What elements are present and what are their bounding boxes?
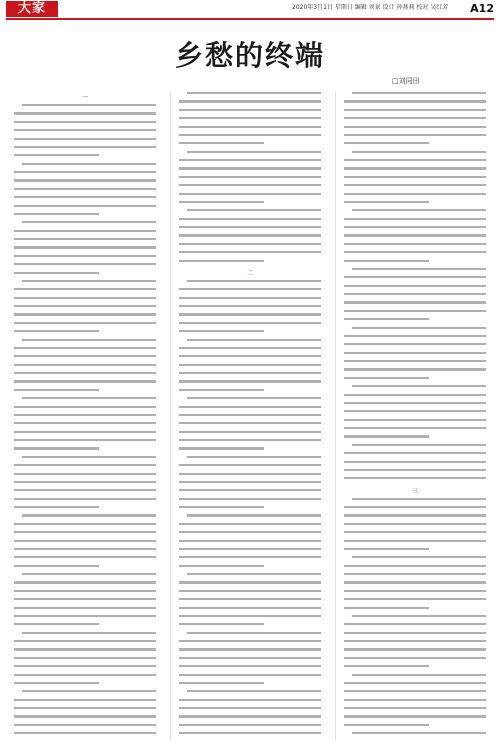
text-line bbox=[187, 632, 321, 634]
text-line bbox=[344, 176, 486, 178]
text-line bbox=[344, 251, 486, 253]
text-line bbox=[179, 218, 321, 220]
text-line bbox=[22, 104, 156, 106]
text-line bbox=[179, 607, 321, 609]
text-line bbox=[14, 238, 156, 240]
text-line bbox=[179, 134, 321, 136]
text-line bbox=[179, 623, 264, 625]
text-line bbox=[352, 327, 486, 329]
text-line bbox=[14, 246, 156, 248]
text-line bbox=[179, 640, 321, 642]
text-line bbox=[14, 171, 156, 173]
text-line bbox=[179, 648, 321, 650]
text-line bbox=[344, 109, 486, 111]
header-rule bbox=[6, 18, 494, 20]
text-line bbox=[22, 280, 156, 282]
text-line bbox=[179, 364, 321, 366]
text-line bbox=[14, 674, 156, 676]
section-heading-3: 三 bbox=[411, 487, 418, 495]
text-line bbox=[179, 682, 264, 684]
text-line bbox=[344, 335, 486, 337]
text-line bbox=[344, 184, 486, 186]
text-line bbox=[352, 444, 486, 446]
text-line bbox=[179, 590, 321, 592]
text-line bbox=[344, 134, 486, 136]
text-line bbox=[14, 548, 156, 550]
text-line bbox=[179, 380, 321, 382]
text-line bbox=[179, 732, 321, 734]
text-line bbox=[179, 523, 321, 525]
text-line bbox=[22, 221, 156, 223]
text-line bbox=[179, 657, 321, 659]
text-line bbox=[179, 531, 321, 533]
section-heading-2: 二 bbox=[246, 269, 253, 277]
text-line bbox=[344, 640, 486, 642]
text-line bbox=[179, 581, 321, 583]
text-line bbox=[344, 573, 486, 575]
text-line bbox=[344, 598, 486, 600]
text-line bbox=[179, 674, 321, 676]
text-line bbox=[344, 514, 486, 516]
text-line bbox=[352, 498, 486, 500]
text-line bbox=[344, 699, 486, 701]
text-line bbox=[344, 318, 429, 320]
text-line bbox=[344, 665, 429, 667]
article-title: 乡愁的终端 bbox=[174, 39, 325, 72]
text-line bbox=[14, 179, 156, 181]
text-line bbox=[179, 226, 321, 228]
text-line bbox=[344, 419, 486, 421]
text-line bbox=[22, 397, 156, 399]
text-line bbox=[14, 590, 156, 592]
text-line bbox=[344, 707, 486, 709]
text-line bbox=[179, 439, 321, 441]
text-line bbox=[14, 313, 156, 315]
text-line bbox=[179, 389, 264, 391]
text-line bbox=[179, 489, 321, 491]
text-line bbox=[14, 431, 156, 433]
text-line bbox=[22, 690, 156, 692]
text-line bbox=[14, 707, 156, 709]
text-line bbox=[344, 477, 486, 479]
text-line bbox=[179, 699, 321, 701]
text-line bbox=[179, 707, 321, 709]
text-line bbox=[14, 724, 156, 726]
text-line bbox=[344, 117, 486, 119]
text-line bbox=[344, 690, 486, 692]
text-line bbox=[179, 431, 321, 433]
text-line bbox=[14, 523, 156, 525]
text-line bbox=[187, 209, 321, 211]
text-line bbox=[187, 92, 321, 94]
text-line bbox=[179, 598, 321, 600]
article-body bbox=[14, 92, 486, 740]
text-line bbox=[179, 167, 321, 169]
column-1-text bbox=[14, 104, 156, 734]
column-divider bbox=[170, 92, 171, 740]
column-2-text-bottom bbox=[179, 280, 321, 734]
text-line bbox=[344, 234, 486, 236]
text-line bbox=[14, 255, 156, 257]
column-3-text-top bbox=[344, 92, 486, 479]
text-line bbox=[179, 665, 321, 667]
text-line bbox=[14, 364, 156, 366]
text-line bbox=[14, 498, 156, 500]
text-line bbox=[344, 159, 486, 161]
text-line bbox=[344, 715, 486, 717]
text-line bbox=[14, 205, 156, 207]
article-author: □刘同田 bbox=[392, 77, 420, 85]
text-line bbox=[344, 243, 486, 245]
text-line bbox=[344, 377, 429, 379]
text-line bbox=[22, 339, 156, 341]
column-3-text-bottom bbox=[344, 498, 486, 735]
text-line bbox=[187, 456, 321, 458]
text-line bbox=[187, 690, 321, 692]
text-line bbox=[344, 410, 486, 412]
text-line bbox=[14, 665, 156, 667]
text-line bbox=[14, 355, 156, 357]
text-line bbox=[14, 615, 156, 617]
text-line bbox=[179, 498, 321, 500]
text-line bbox=[352, 92, 486, 94]
page-number: A12 bbox=[470, 2, 494, 15]
text-line bbox=[14, 598, 156, 600]
text-line bbox=[179, 117, 321, 119]
text-line bbox=[14, 322, 156, 324]
text-line bbox=[22, 632, 156, 634]
text-line bbox=[179, 414, 321, 416]
text-line bbox=[14, 288, 156, 290]
text-line bbox=[179, 288, 321, 290]
column-1 bbox=[14, 92, 156, 740]
text-line bbox=[187, 339, 321, 341]
text-line bbox=[179, 126, 321, 128]
text-line bbox=[14, 699, 156, 701]
text-line bbox=[179, 556, 321, 558]
text-line bbox=[14, 489, 156, 491]
text-line bbox=[14, 272, 99, 274]
text-line bbox=[14, 380, 156, 382]
text-line bbox=[22, 163, 156, 165]
text-line bbox=[14, 623, 99, 625]
text-line bbox=[179, 176, 321, 178]
text-line bbox=[14, 682, 99, 684]
text-line bbox=[14, 657, 156, 659]
text-line bbox=[14, 473, 156, 475]
text-line bbox=[344, 506, 486, 508]
text-line bbox=[14, 447, 99, 449]
text-line bbox=[344, 394, 486, 396]
text-line bbox=[14, 347, 156, 349]
text-line bbox=[344, 452, 486, 454]
text-line bbox=[344, 260, 429, 262]
text-line bbox=[179, 506, 264, 508]
text-line bbox=[344, 648, 486, 650]
text-line bbox=[179, 109, 321, 111]
text-line bbox=[14, 196, 156, 198]
text-line bbox=[344, 469, 486, 471]
text-line bbox=[22, 456, 156, 458]
text-line bbox=[352, 732, 486, 734]
text-line bbox=[187, 280, 321, 282]
text-line bbox=[179, 201, 264, 203]
text-line bbox=[14, 422, 156, 424]
text-line bbox=[179, 305, 321, 307]
text-line bbox=[14, 540, 156, 542]
text-line bbox=[179, 297, 321, 299]
section-heading-1: 一 bbox=[81, 94, 88, 101]
text-line bbox=[344, 607, 429, 609]
text-line bbox=[14, 213, 99, 215]
text-line bbox=[14, 305, 156, 307]
column-divider bbox=[335, 92, 336, 740]
text-line bbox=[344, 201, 429, 203]
text-line bbox=[22, 514, 156, 516]
text-line bbox=[14, 138, 156, 140]
text-line bbox=[14, 439, 156, 441]
text-line bbox=[14, 297, 156, 299]
text-line bbox=[344, 531, 486, 533]
text-line bbox=[14, 121, 156, 123]
text-line bbox=[344, 623, 486, 625]
text-line bbox=[179, 184, 321, 186]
text-line bbox=[14, 506, 99, 508]
text-line bbox=[14, 414, 156, 416]
newspaper-header bbox=[0, 0, 500, 18]
text-line bbox=[344, 301, 486, 303]
text-line bbox=[344, 540, 486, 542]
text-line bbox=[14, 146, 156, 148]
text-line bbox=[179, 422, 321, 424]
text-line bbox=[344, 565, 486, 567]
text-line bbox=[14, 230, 156, 232]
text-line bbox=[352, 268, 486, 270]
column-3 bbox=[344, 92, 486, 740]
text-line bbox=[14, 464, 156, 466]
text-line bbox=[14, 556, 156, 558]
column-2-text-top bbox=[179, 92, 321, 262]
text-line bbox=[179, 715, 321, 717]
text-line bbox=[179, 464, 321, 466]
text-line bbox=[14, 389, 99, 391]
text-line bbox=[179, 313, 321, 315]
text-line bbox=[179, 330, 264, 332]
text-line bbox=[179, 100, 321, 102]
text-line bbox=[179, 540, 321, 542]
text-line bbox=[179, 615, 321, 617]
text-line bbox=[179, 193, 321, 195]
text-line bbox=[179, 355, 321, 357]
text-line bbox=[344, 167, 486, 169]
text-line bbox=[352, 556, 486, 558]
text-line bbox=[344, 461, 486, 463]
author-name: 刘同田 bbox=[398, 77, 420, 85]
text-line bbox=[14, 648, 156, 650]
text-line bbox=[179, 159, 321, 161]
text-line bbox=[179, 322, 321, 324]
text-line bbox=[14, 263, 156, 265]
text-line bbox=[344, 142, 429, 144]
text-line bbox=[344, 276, 486, 278]
issue-meta: 2020年3月1日 星期日 编辑 刘景 设计 孙燕莉 校对 吴红芳 bbox=[292, 4, 449, 11]
text-line bbox=[344, 343, 486, 345]
text-line bbox=[14, 129, 156, 131]
text-line bbox=[14, 406, 156, 408]
text-line bbox=[14, 188, 156, 190]
text-line bbox=[14, 581, 156, 583]
text-line bbox=[344, 402, 486, 404]
text-line bbox=[344, 632, 486, 634]
text-line bbox=[187, 397, 321, 399]
text-line bbox=[352, 674, 486, 676]
text-line bbox=[344, 226, 486, 228]
text-line bbox=[344, 590, 486, 592]
text-line bbox=[344, 310, 486, 312]
text-line bbox=[344, 293, 486, 295]
text-line bbox=[179, 251, 321, 253]
text-line bbox=[14, 154, 99, 156]
text-line bbox=[14, 732, 156, 734]
text-line bbox=[14, 531, 156, 533]
text-line bbox=[179, 372, 321, 374]
text-line bbox=[14, 715, 156, 717]
text-line bbox=[179, 234, 321, 236]
text-line bbox=[344, 435, 429, 437]
text-line bbox=[344, 682, 486, 684]
text-line bbox=[344, 657, 486, 659]
column-2 bbox=[179, 92, 321, 740]
text-line bbox=[352, 151, 486, 153]
text-line bbox=[14, 607, 156, 609]
text-line bbox=[179, 565, 264, 567]
section-brand-logo: 大家 bbox=[6, 1, 58, 17]
text-line bbox=[14, 112, 156, 114]
text-line bbox=[179, 473, 321, 475]
text-line bbox=[179, 142, 264, 144]
text-line bbox=[352, 385, 486, 387]
text-line bbox=[344, 548, 429, 550]
text-line bbox=[187, 151, 321, 153]
text-line bbox=[344, 360, 486, 362]
text-line bbox=[344, 126, 486, 128]
text-line bbox=[344, 581, 486, 583]
text-line bbox=[179, 447, 264, 449]
text-line bbox=[179, 406, 321, 408]
text-line bbox=[352, 209, 486, 211]
text-line bbox=[179, 481, 321, 483]
text-line bbox=[14, 640, 156, 642]
text-line bbox=[344, 100, 486, 102]
text-line bbox=[179, 347, 321, 349]
text-line bbox=[344, 193, 486, 195]
text-line bbox=[14, 481, 156, 483]
text-line bbox=[179, 243, 321, 245]
text-line bbox=[344, 724, 429, 726]
text-line bbox=[14, 330, 99, 332]
text-line bbox=[344, 285, 486, 287]
text-line bbox=[187, 573, 321, 575]
text-line bbox=[344, 427, 486, 429]
text-line bbox=[352, 615, 486, 617]
text-line bbox=[179, 724, 321, 726]
text-line bbox=[14, 372, 156, 374]
text-line bbox=[344, 368, 486, 370]
text-line bbox=[14, 565, 99, 567]
text-line bbox=[187, 514, 321, 516]
text-line bbox=[22, 573, 156, 575]
text-line bbox=[344, 352, 486, 354]
text-line bbox=[179, 260, 264, 262]
text-line bbox=[179, 548, 321, 550]
text-line bbox=[344, 523, 486, 525]
text-line bbox=[344, 218, 486, 220]
